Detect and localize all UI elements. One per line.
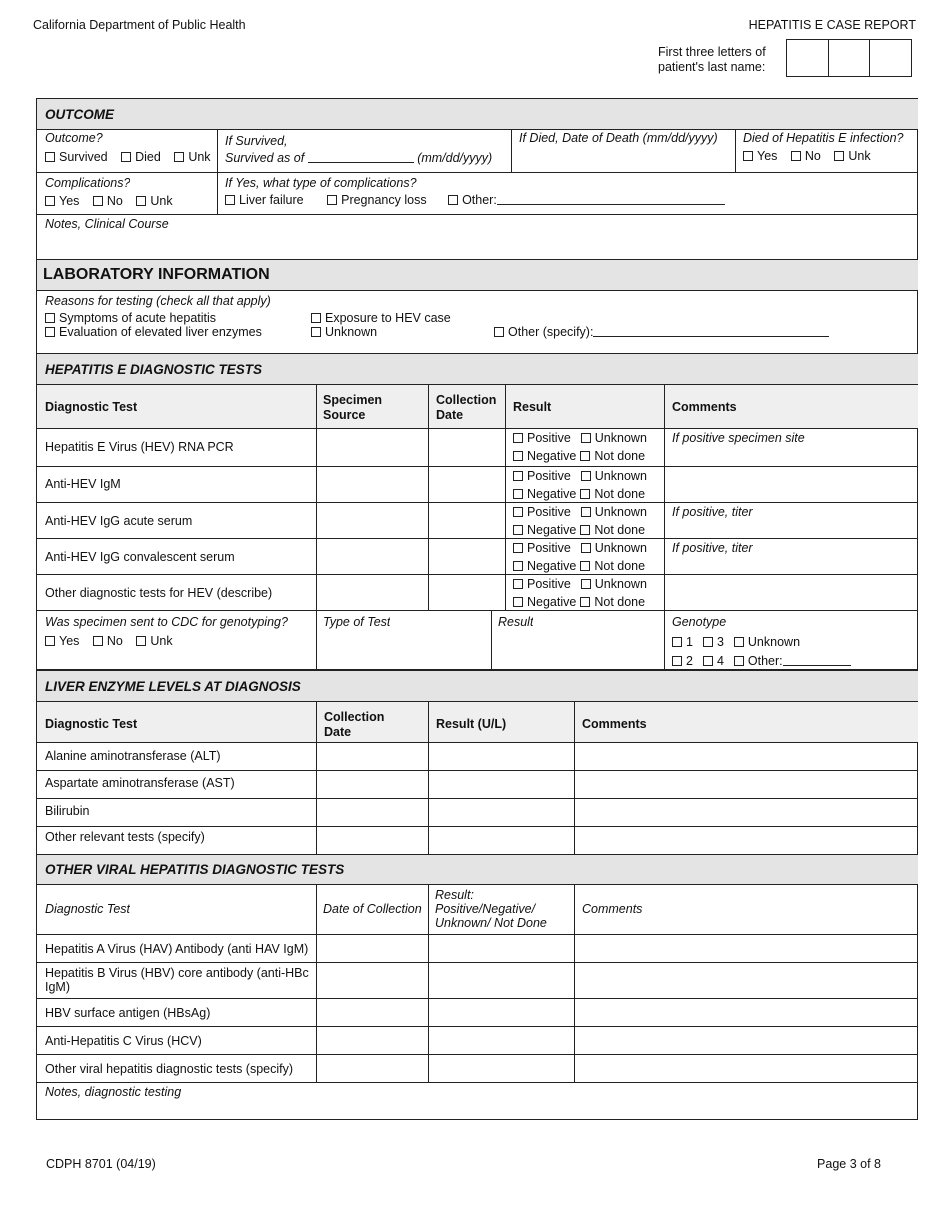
section-outcome: OUTCOME	[37, 98, 918, 130]
result-negative[interactable]: Negative	[513, 447, 576, 465]
died-hep-yes[interactable]: Yes	[743, 149, 777, 163]
reason-other[interactable]: Other (specify):	[494, 325, 829, 339]
liver-col-comments: Comments	[582, 717, 647, 731]
checkbox[interactable]	[174, 152, 184, 162]
clinical-notes-input[interactable]	[40, 234, 914, 258]
checkbox[interactable]	[121, 152, 131, 162]
liver-test-name: Bilirubin	[45, 804, 90, 818]
diagnostic-notes-label: Notes, diagnostic testing	[45, 1085, 182, 1099]
died-hep-unk[interactable]: Unk	[834, 149, 870, 163]
result-unknown[interactable]: Unknown	[581, 539, 647, 557]
complications-label: Complications?	[45, 176, 131, 190]
viral-test-name: HBV surface antigen (HBsAg)	[45, 1006, 211, 1020]
result-unknown[interactable]: Unknown	[581, 575, 647, 593]
outcome-died-option[interactable]: Died	[121, 150, 161, 164]
last-name-boxes	[786, 39, 912, 77]
hev-test-name: Anti-HEV IgG acute serum	[45, 514, 193, 528]
page-number: Page 3 of 8	[817, 1157, 881, 1171]
liver-col-date: Collection Date	[324, 710, 385, 739]
type-of-test-label: Type of Test	[323, 615, 391, 629]
complication-other-input[interactable]	[497, 194, 725, 205]
genotype-options	[672, 633, 851, 671]
cdc-yes[interactable]: Yes	[45, 634, 79, 648]
survived-date-input[interactable]	[308, 152, 414, 163]
hev-result-options	[513, 575, 647, 611]
result-negative[interactable]: Negative	[513, 485, 576, 503]
result-positive[interactable]: Positive	[513, 503, 571, 521]
reason-symptoms[interactable]: Symptoms of acute hepatitis	[45, 311, 216, 325]
reason-exposure[interactable]: Exposure to HEV case	[311, 311, 451, 325]
result-positive[interactable]: Positive	[513, 539, 571, 557]
result-positive[interactable]: Positive	[513, 429, 571, 447]
agency-name: California Department of Public Health	[33, 18, 246, 32]
complication-type-label: If Yes, what type of complications?	[225, 176, 417, 190]
viral-test-name: Hepatitis A Virus (HAV) Antibody (anti HAV IgM)	[45, 942, 309, 956]
result-not-done[interactable]: Not done	[580, 593, 645, 611]
complications-no[interactable]: No	[93, 194, 123, 208]
died-of-hep-label: Died of Hepatitis E infection?	[743, 131, 904, 145]
last-name-label: First three letters of patient's last name:	[658, 45, 766, 74]
section-other-viral: OTHER VIRAL HEPATITIS DIAGNOSTIC TESTS	[37, 854, 918, 885]
genotype-2[interactable]: 2	[672, 652, 693, 671]
genotype-other[interactable]: Other:	[734, 652, 783, 671]
reason-other-input[interactable]	[593, 326, 829, 337]
survived-as-of-field: Survived as of (mm/dd/yyyy)	[225, 151, 493, 165]
complication-other-option[interactable]: Other:	[448, 193, 497, 207]
hev-comment: If positive, titer	[672, 541, 753, 555]
viral-test-name: Hepatitis B Virus (HBV) core antibody (anti-HBc IgM)	[45, 966, 309, 994]
last-name-letter-1[interactable]	[787, 40, 829, 76]
result-positive[interactable]: Positive	[513, 575, 571, 593]
result-not-done[interactable]: Not done	[580, 485, 645, 503]
outcome-options	[45, 150, 211, 164]
result-unknown[interactable]: Unknown	[581, 467, 647, 485]
result-unknown[interactable]: Unknown	[581, 429, 647, 447]
hev-col-result: Result	[513, 400, 552, 414]
hev-col-specimen: Specimen Source	[323, 393, 383, 422]
liver-test-name: Alanine aminotransferase (ALT)	[45, 749, 221, 763]
hev-comment: If positive specimen site	[672, 431, 805, 445]
died-of-hep-options	[743, 149, 871, 163]
genotype-label: Genotype	[672, 615, 727, 629]
reason-liver-enzymes[interactable]: Evaluation of elevated liver enzymes	[45, 325, 262, 339]
liver-col-test: Diagnostic Test	[45, 717, 138, 731]
liver-test-name: Other relevant tests (specify)	[45, 830, 205, 844]
complication-type-options	[225, 193, 725, 207]
clinical-notes-label: Notes, Clinical Course	[45, 217, 169, 231]
reasons-label: Reasons for testing (check all that apply)	[45, 294, 271, 308]
complications-options	[45, 194, 173, 208]
hev-col-comments: Comments	[672, 400, 737, 414]
result-unknown[interactable]: Unknown	[581, 503, 647, 521]
hev-result-options	[513, 429, 647, 465]
section-hev-tests: HEPATITIS E DIAGNOSTIC TESTS	[37, 353, 918, 385]
diagnostic-notes-input[interactable]	[40, 1100, 914, 1118]
cdc-genotyping-label: Was specimen sent to CDC for genotyping?	[45, 615, 288, 629]
hev-result-options	[513, 539, 647, 575]
hev-result-options	[513, 503, 647, 539]
outcome-label: Outcome?	[45, 131, 103, 145]
complications-unk[interactable]: Unk	[136, 194, 172, 208]
genotype-3[interactable]: 3	[703, 633, 724, 652]
cdc-genotyping-options	[45, 634, 173, 648]
liver-test-name: Aspartate aminotransferase (AST)	[45, 776, 235, 790]
reason-unknown[interactable]: Unknown	[311, 325, 377, 339]
outcome-survived-option[interactable]: Survived	[45, 150, 108, 164]
cdc-unk[interactable]: Unk	[136, 634, 172, 648]
hev-test-name: Hepatitis E Virus (HEV) RNA PCR	[45, 440, 234, 454]
hev-test-name: Other diagnostic tests for HEV (describe)	[45, 586, 273, 600]
viral-col-test: Diagnostic Test	[45, 902, 130, 916]
last-name-letter-3[interactable]	[870, 40, 911, 76]
viral-test-name: Anti-Hepatitis C Virus (HCV)	[45, 1034, 202, 1048]
hev-test-name: Anti-HEV IgG convalescent serum	[45, 550, 235, 564]
viral-col-result: Result: Positive/Negative/ Unknown/ Not Done	[435, 888, 547, 930]
viral-test-name: Other viral hepatitis diagnostic tests (specify)	[45, 1062, 294, 1076]
result-not-done[interactable]: Not done	[580, 557, 645, 575]
viral-col-comments: Comments	[582, 902, 643, 916]
result-positive[interactable]: Positive	[513, 467, 571, 485]
report-title: HEPATITIS E CASE REPORT	[748, 18, 916, 32]
form-id: CDPH 8701 (04/19)	[46, 1157, 156, 1171]
hev-comment: If positive, titer	[672, 505, 753, 519]
last-name-letter-2[interactable]	[829, 40, 871, 76]
genotype-unknown[interactable]: Unknown	[734, 633, 800, 652]
genotype-1[interactable]: 1	[672, 633, 693, 652]
result-not-done[interactable]: Not done	[580, 521, 645, 539]
cdc-no[interactable]: No	[93, 634, 123, 648]
genotype-4[interactable]: 4	[703, 652, 724, 671]
result-negative[interactable]: Negative	[513, 593, 576, 611]
genotype-other-input[interactable]	[783, 655, 851, 666]
pregnancy-loss-option[interactable]: Pregnancy loss	[327, 193, 426, 207]
died-date-label: If Died, Date of Death (mm/dd/yyyy)	[519, 131, 718, 145]
hev-test-name: Anti-HEV IgM	[45, 477, 121, 491]
genotype-result-label: Result	[498, 615, 534, 629]
died-hep-no[interactable]: No	[791, 149, 821, 163]
survived-label: If Survived,	[225, 134, 288, 148]
result-negative[interactable]: Negative	[513, 557, 576, 575]
section-laboratory: LABORATORY INFORMATION	[37, 259, 918, 291]
complications-yes[interactable]: Yes	[45, 194, 79, 208]
result-not-done[interactable]: Not done	[580, 447, 645, 465]
hev-col-date: Collection Date	[436, 393, 497, 422]
hev-result-options	[513, 467, 647, 503]
checkbox[interactable]	[45, 152, 55, 162]
viral-col-date: Date of Collection	[323, 902, 422, 916]
result-negative[interactable]: Negative	[513, 521, 576, 539]
outcome-unk-option[interactable]: Unk	[174, 150, 210, 164]
hev-col-test: Diagnostic Test	[45, 400, 138, 414]
section-liver-enzymes: LIVER ENZYME LEVELS AT DIAGNOSIS	[37, 670, 918, 702]
liver-failure-option[interactable]: Liver failure	[225, 193, 304, 207]
liver-col-result: Result (U/L)	[436, 717, 507, 731]
